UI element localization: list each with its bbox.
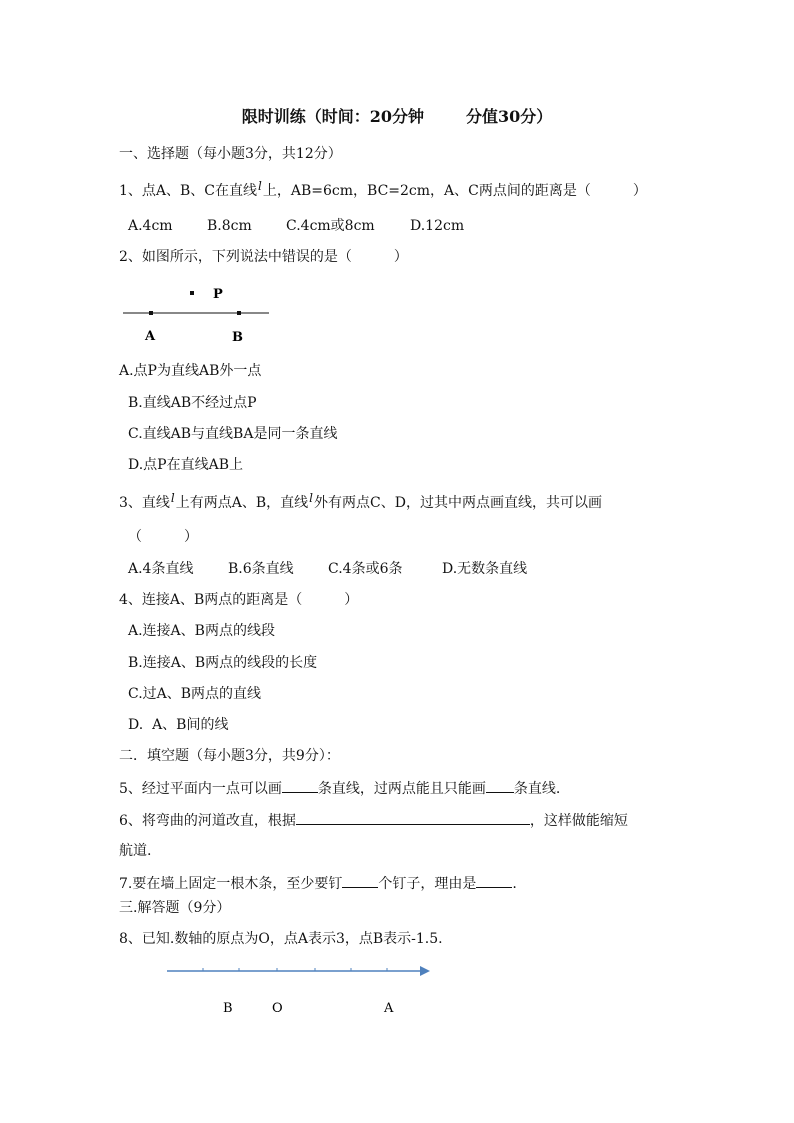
q2-label-b: B	[232, 330, 243, 345]
section-fill-heading: 二．填空题（每小题3分，共9分）：	[119, 748, 340, 764]
q2-label-a: A	[145, 329, 156, 344]
q1-option-a: A.4cm	[128, 218, 173, 234]
q1-option-c: C.4cm或8cm	[286, 218, 375, 234]
q4-option-d: D. A、B间的线	[128, 717, 229, 733]
question-2: 2、如图所示，下列说法中错误的是（ ）	[119, 249, 408, 265]
q1-text-pre: 1、点A、B、C在直线	[119, 183, 258, 199]
q7-text-c: .	[512, 876, 517, 892]
q5-text-a: 5、经过平面内一点可以画	[119, 781, 282, 797]
q1-text-post: 上，AB=6cm，BC=2cm，A、C两点间的距离是（ ）	[262, 183, 647, 199]
q1-line-variable: l	[258, 179, 262, 193]
number-line-label-b: B	[223, 1001, 233, 1016]
q2-label-p: P	[213, 287, 223, 302]
q2-option-d: D.点P在直线AB上	[128, 457, 243, 473]
q3-option-a: A.4条直线	[128, 561, 194, 577]
q5-text-c: 条直线.	[513, 781, 561, 797]
q3-text-post: 外有两点C、D，过其中两点画直线，共可以画	[314, 495, 602, 511]
q4-option-b: B.连接A、B两点的线段的长度	[128, 655, 318, 671]
q6-text-b: ，这样做能缩短	[529, 813, 628, 829]
title-right: 分值30分）	[466, 107, 553, 126]
q3-line-variable-1: l	[170, 491, 175, 505]
q2-option-c: C.直线AB与直线BA是同一条直线	[128, 426, 338, 442]
q6-continuation: 航道.	[119, 843, 152, 859]
number-line-label-o: O	[272, 1001, 283, 1016]
question-8: 8、已知.数轴的原点为O，点A表示3，点B表示-1.5.	[119, 931, 443, 947]
q2-option-b: B.直线AB不经过点P	[128, 395, 257, 411]
section-answer-heading: 三.解答题（9分）	[119, 900, 231, 916]
q1-option-b: B.8cm	[207, 218, 252, 234]
number-line-arrow	[420, 966, 430, 976]
section-choice-heading: 一、选择题（每小题3分，共12分）	[119, 146, 342, 162]
q7-text-a: 7.要在墙上固定一根木条，至少要钉	[119, 876, 343, 892]
q4-option-a: A.连接A、B两点的线段	[128, 623, 275, 639]
q3-text-mid: 上有两点A、B，直线	[175, 495, 309, 511]
q4-option-c: C.过A、B两点的直线	[128, 686, 262, 702]
q3-line-variable-2: l	[309, 491, 314, 505]
number-line-label-a: A	[384, 1001, 394, 1016]
q3-text-pre: 3、直线	[119, 495, 170, 511]
q2-option-a: A.点P为直线AB外一点	[119, 363, 262, 379]
q3-option-d: D.无数条直线	[442, 561, 528, 577]
q3-option-b: B.6条直线	[228, 561, 294, 577]
q5-text-b: 条直线，过两点能且只能画	[317, 781, 486, 797]
title-left: 限时训练（时间：20分钟	[241, 107, 424, 126]
q3-option-c: C.4条或6条	[328, 561, 403, 577]
question-4: 4、连接A、B两点的距离是（ ）	[119, 592, 359, 608]
q1-option-d: D.12cm	[410, 218, 465, 234]
q6-text-a: 6、将弯曲的河道改直，根据	[119, 813, 296, 829]
q3-continuation: （ ）	[128, 529, 198, 545]
q7-text-b: 个钉子，理由是	[378, 876, 477, 892]
